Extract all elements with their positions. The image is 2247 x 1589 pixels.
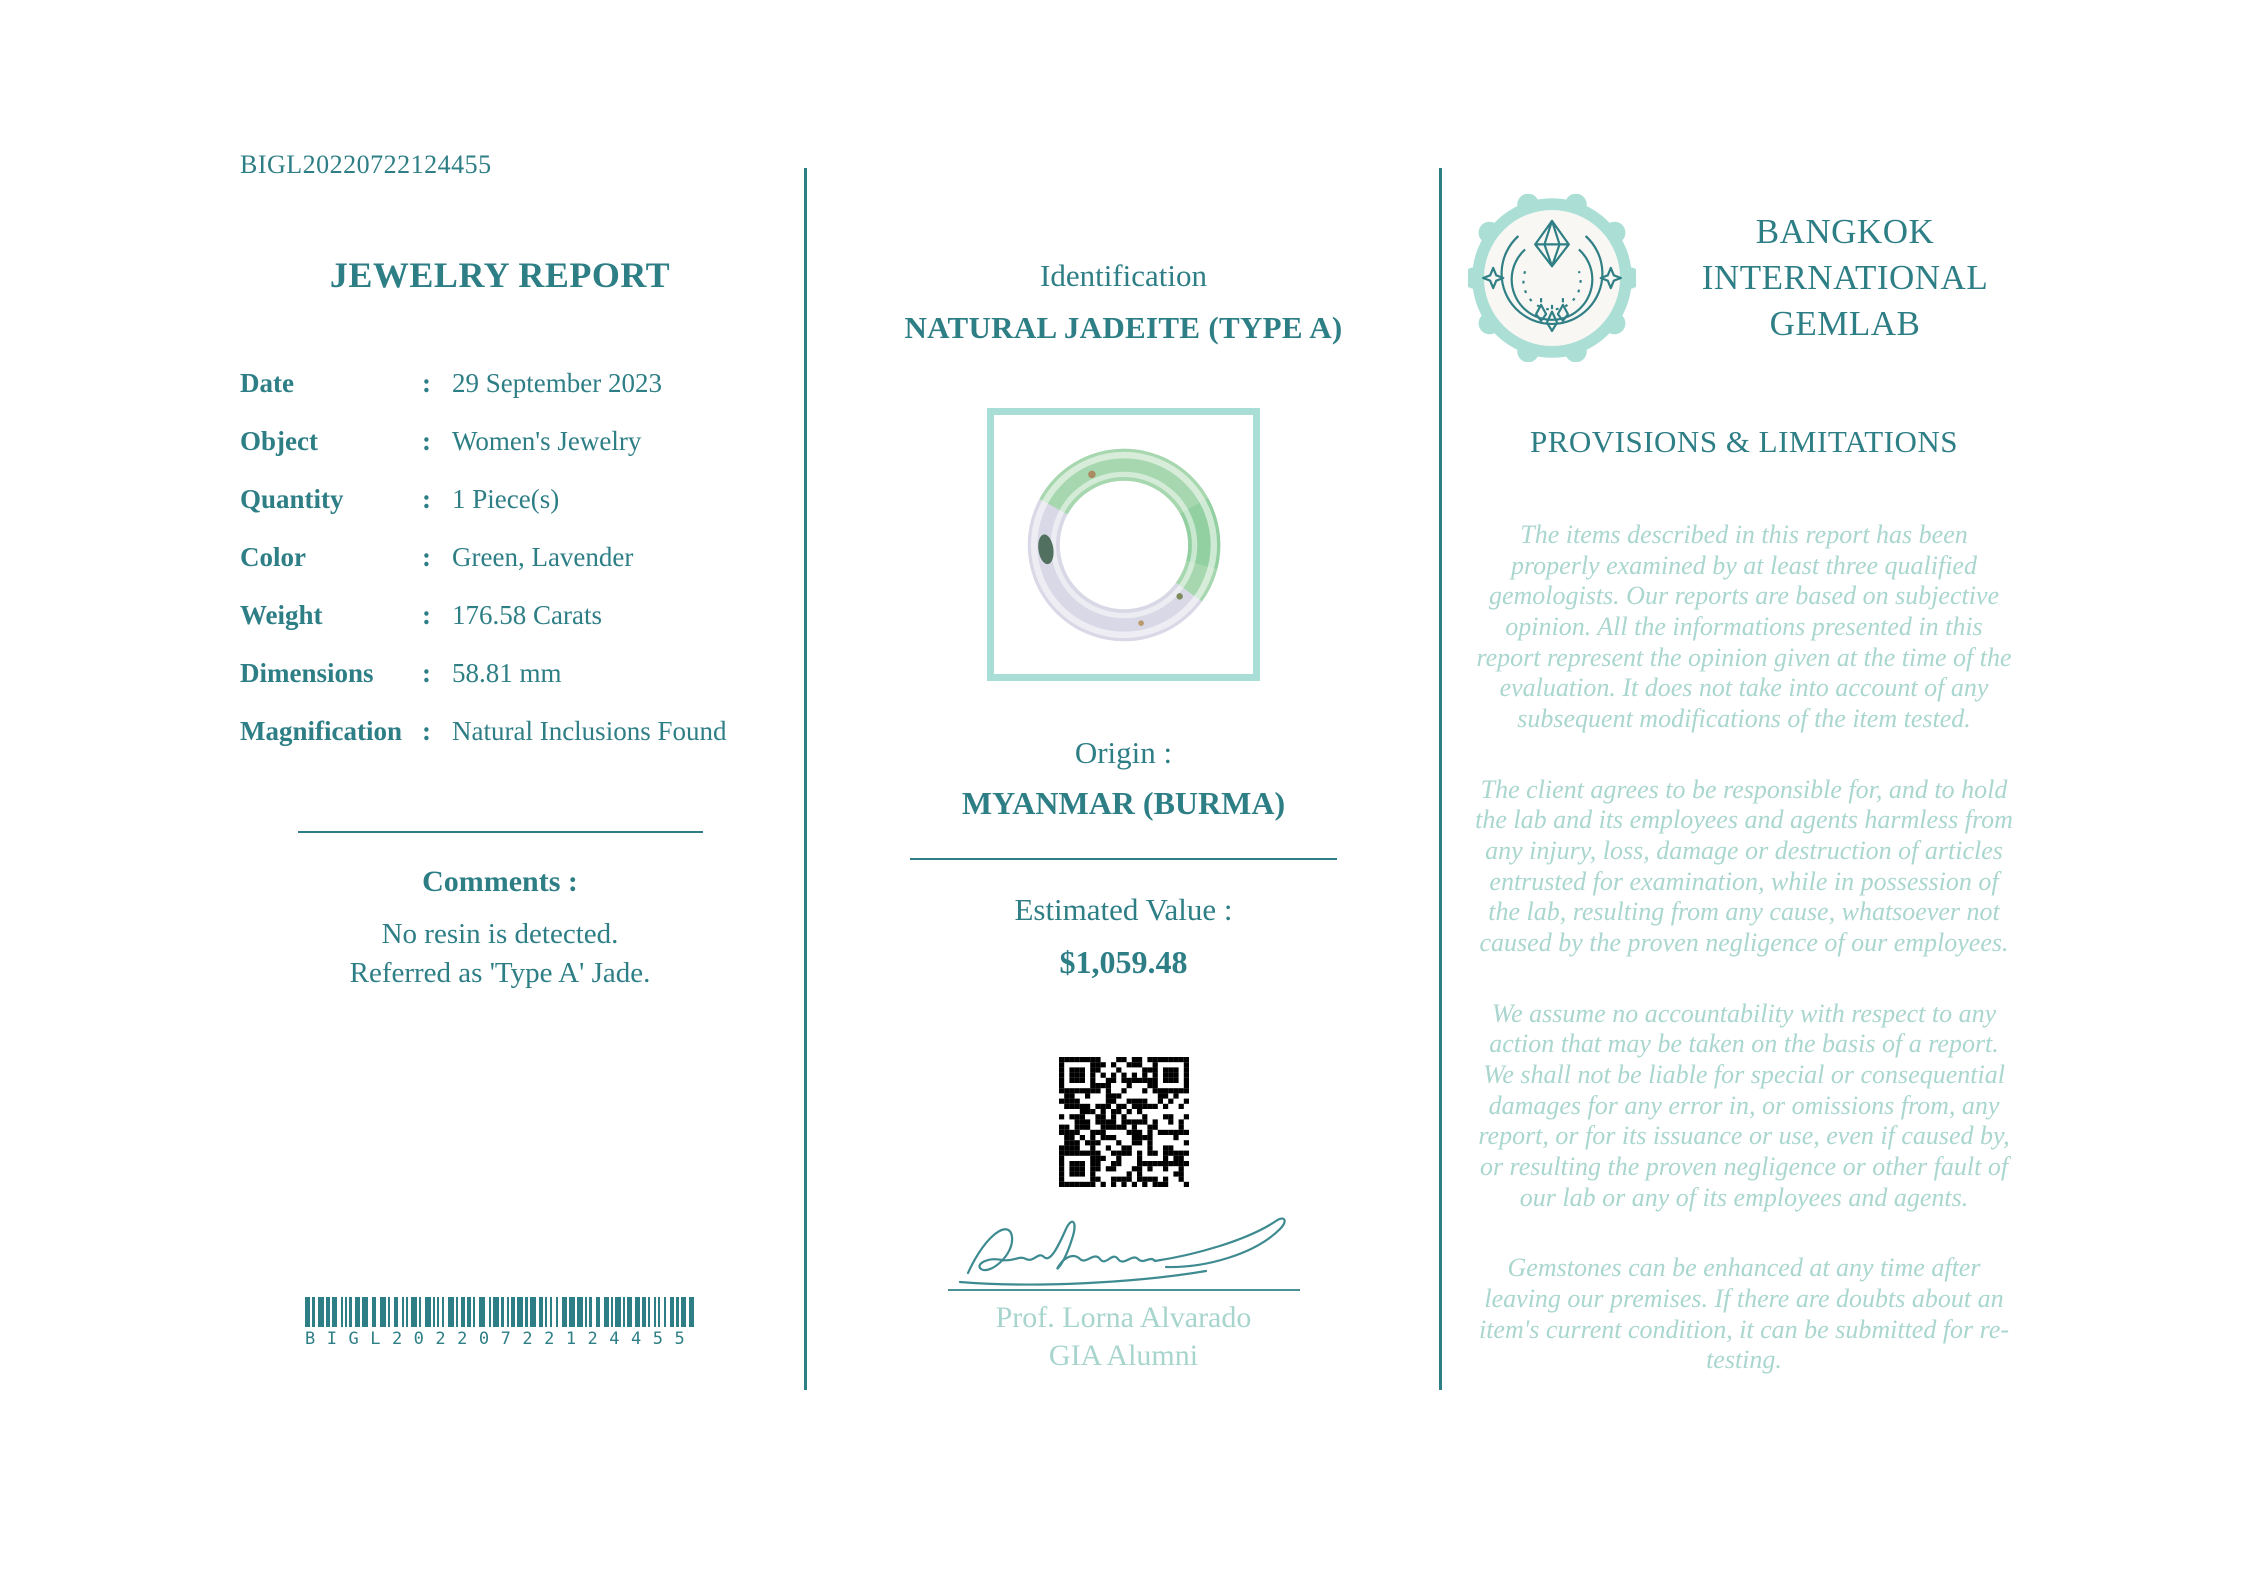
serial-number: BIGL20220722124455	[240, 150, 492, 179]
field-label: Weight	[240, 600, 323, 630]
field-label: Quantity	[240, 484, 344, 514]
field-value: 58.81 mm	[452, 658, 562, 688]
field-label: Object	[240, 426, 318, 456]
field-label: Color	[240, 542, 306, 572]
field-value: 29 September 2023	[452, 368, 662, 398]
field-colon: :	[422, 600, 431, 630]
comment-line: No resin is detected.	[381, 918, 619, 950]
identification-label: Identification	[1040, 258, 1207, 293]
qr-code	[1059, 1057, 1189, 1187]
jade-photo-frame	[987, 408, 1260, 681]
field-colon: :	[422, 484, 431, 514]
lab-name	[1670, 209, 2020, 348]
signature-image	[954, 1211, 1294, 1289]
provisions-title: PROVISIONS & LIMITATIONS	[1529, 424, 1959, 459]
field-value: Green, Lavender	[452, 542, 634, 572]
barcode-text: BIGL20220722124455	[305, 1329, 697, 1349]
estimated-value: $1,059.48	[1059, 944, 1188, 980]
field-row-magnification	[240, 716, 760, 747]
lab-column	[1468, 150, 2020, 1376]
field-row-color	[240, 542, 760, 573]
provisions-paragraph-4: Gemstones can be enhanced at any time after leaving our premises. If there are doubts about an item's current condition, it can be submitted for re-testing.	[1478, 1253, 2010, 1375]
field-label: Dimensions	[240, 658, 374, 688]
barcode	[305, 1297, 695, 1349]
field-value: Women's Jewelry	[452, 426, 642, 456]
field-colon: :	[422, 716, 431, 746]
value-divider	[910, 858, 1337, 860]
lab-name-line: BANGKOK	[1755, 211, 1935, 251]
field-value: Natural Inclusions Found	[452, 716, 727, 746]
field-row-weight	[240, 600, 760, 631]
report-column	[240, 150, 760, 1349]
field-label: Date	[240, 368, 294, 398]
provisions-paragraph-1: The items described in this report has been properly examined by at least three qualified gemologists. Our reports are based on subjective opinion. All the informations presented in this report represent the opinion given at the time of the evaluation. It does not take into account of any subsequent modifications of the item tested.	[1476, 520, 2012, 734]
comment-line: Referred as 'Type A' Jade.	[349, 957, 651, 990]
identification-value: NATURAL JADEITE (TYPE A)	[904, 310, 1343, 345]
report-fields	[240, 368, 760, 747]
report-title: JEWELRY REPORT	[329, 255, 671, 295]
comments-text	[240, 915, 760, 993]
field-row-dimensions	[240, 658, 760, 689]
signature-divider	[948, 1289, 1300, 1291]
field-colon: :	[422, 368, 431, 398]
field-colon: :	[422, 658, 431, 688]
field-label: Magnification	[240, 716, 402, 746]
field-row-quantity	[240, 484, 760, 515]
jade-bangle-image	[1017, 438, 1231, 652]
lab-name-line: GEMLAB	[1769, 304, 1921, 344]
field-row-object	[240, 426, 760, 457]
field-colon: :	[422, 426, 431, 456]
lab-logo-icon	[1468, 194, 1636, 362]
origin-value: MYANMAR (BURMA)	[961, 785, 1286, 821]
provisions-paragraph-3: We assume no accountability with respect to any action that may be taken on the basis of a report. We shall not be liable for special or consequential damages for any error in, or omissions from, any report, or for its issuance or use, even if caused by, or resulting the proven negligence or other fault of our lab or any of its employees and agents.	[1478, 998, 2010, 1212]
provisions-paragraph-2: The client agrees to be responsible for, and to hold the lab and its employees and agents harmless from any injury, loss, damage or destruction of articles entrusted for examination, while in possession of the lab, resulting from any cause, whatsoever not caused by the proven negligence of our employees.	[1475, 774, 2013, 958]
identification-column	[807, 150, 1440, 1373]
lab-name-line: INTERNATIONAL	[1701, 257, 1989, 297]
field-value: 1 Piece(s)	[452, 484, 560, 514]
field-row-date	[240, 368, 760, 399]
lab-header	[1468, 194, 2020, 362]
comments-title: Comments :	[422, 865, 578, 898]
field-colon: :	[422, 542, 431, 572]
origin-label: Origin :	[1074, 735, 1173, 770]
field-value: 176.58 Carats	[452, 600, 602, 630]
signer-title: GIA Alumni	[1048, 1339, 1199, 1372]
barcode-bars	[305, 1297, 695, 1327]
estimated-value-label: Estimated Value :	[1014, 892, 1233, 927]
signer-name: Prof. Lorna Alvarado	[995, 1301, 1252, 1334]
comments-divider	[298, 831, 703, 833]
